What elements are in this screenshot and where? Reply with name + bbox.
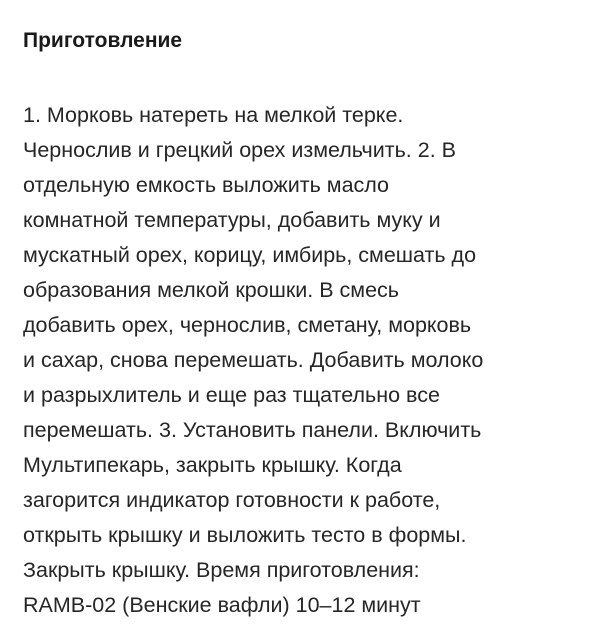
instruction-line: отдельную емкость выложить масло	[23, 173, 390, 197]
instruction-line: мускатный орех, корицу, имбирь, смешать до	[23, 243, 477, 267]
instruction-line: и разрыхлитель и еще раз тщательно все	[23, 383, 440, 407]
instruction-line: Чернослив и грецкий орех измельчить. 2. В	[23, 138, 457, 162]
instruction-line: перемешать. 3. Установить панели. Включить	[23, 418, 482, 442]
instruction-line: и сахар, снова перемешать. Добавить молоко	[23, 348, 484, 372]
instruction-line: Закрыть крышку. Время приготовления:	[23, 558, 420, 582]
instruction-line: образования мелкой крошки. В смесь	[23, 278, 399, 302]
instruction-line: 1. Морковь натереть на мелкой терке.	[23, 103, 404, 127]
instruction-line: открыть крышку и выложить тесто в формы.	[23, 523, 467, 547]
instruction-line: Мультипекарь, закрыть крышку. Когда	[23, 453, 402, 477]
instruction-line: комнатной температуры, добавить муку и	[23, 208, 441, 232]
instruction-line: RAMB-02 (Венские вафли) 10–12 минут	[23, 593, 421, 617]
instruction-line: добавить орех, чернослив, сметану, морковь	[23, 313, 472, 337]
recipe-section	[23, 26, 583, 623]
section-title: Приготовление	[23, 29, 183, 52]
instruction-line: загорится индикатор готовности к работе,	[23, 488, 441, 512]
instructions-text	[23, 98, 583, 623]
